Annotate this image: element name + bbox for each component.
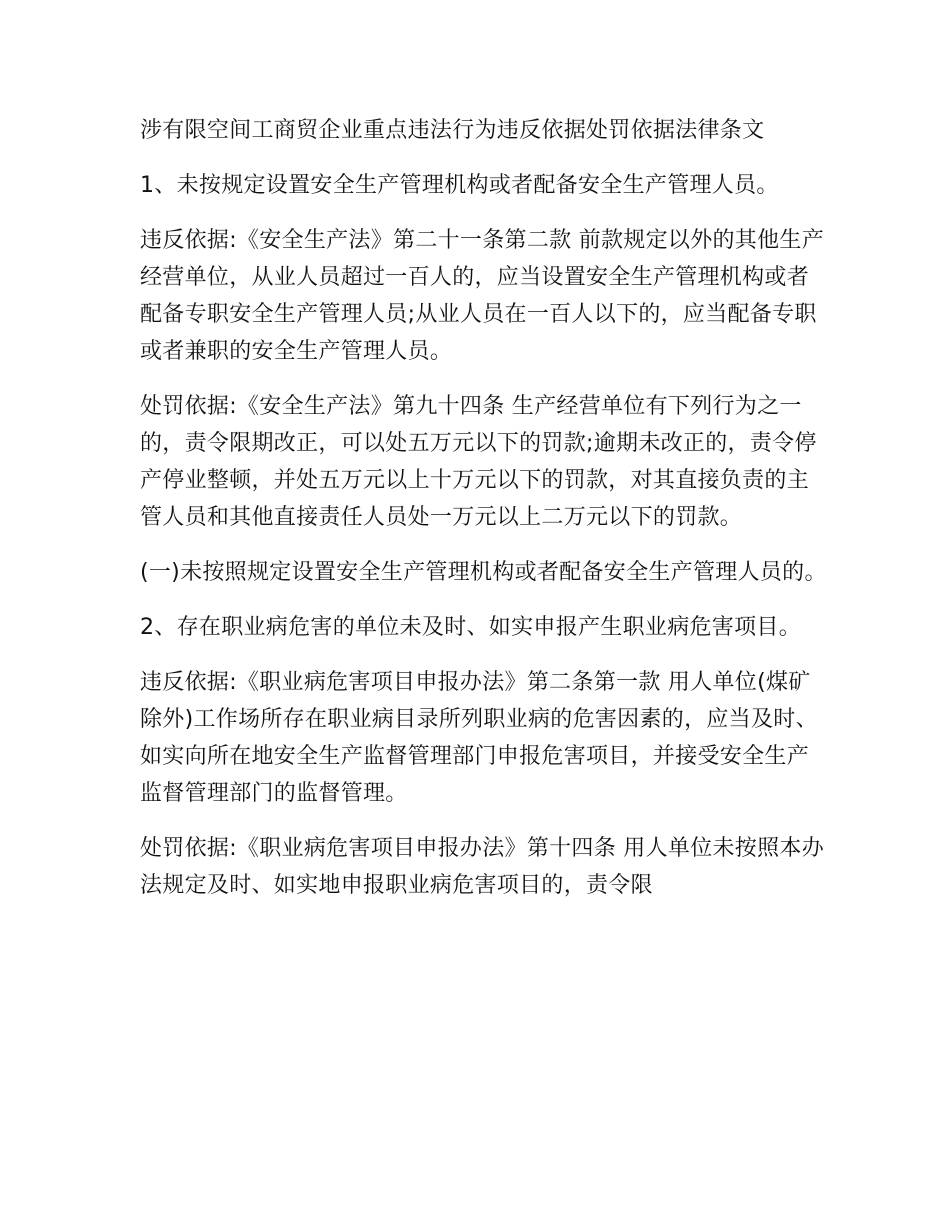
document-title: 涉有限空间工商贸企业重点违法行为违反依据处罚依据法律条文: [140, 118, 765, 143]
document-page: [140, 112, 830, 922]
paragraph-penalty-basis-1: 处罚依据:《安全生产法》第九十四条 生产经营单位有下列行为之一的，责令限期改正，可以处五万元以下的罚款;逾期未改正的，责令停产停业整顿，并处五万元以上十万元以下的罚款，对其直接负责的主管人员和其他直接责任人员处一万元以上二万元以下的罚款。: [140, 394, 817, 530]
paragraph-violation-basis-2: 违反依据:《职业病危害项目申报办法》第二条第一款 用人单位(煤矿除外)工作场所存在职业病目录所列职业病的危害因素的，应当及时、如实向所在地安全生产监督管理部门申报危害项目，并接受安全生产监督管理部门的监督管理。: [140, 670, 818, 806]
paragraph-item-1-heading: 1、未按规定设置安全生产管理机构或者配备安全生产管理人员。: [140, 173, 779, 198]
paragraph-item-2-heading: 2、存在职业病危害的单位未及时、如实申报产生职业病危害项目。: [140, 615, 801, 640]
paragraph-clause-1: (一)未按照规定设置安全生产管理机构或者配备安全生产管理人员的。: [140, 560, 827, 585]
paragraph-penalty-basis-2: 处罚依据:《职业病危害项目申报办法》第十四条 用人单位未按照本办法规定及时、如实地申报职业病危害项目的，责令限: [140, 836, 825, 898]
paragraph-violation-basis-1: 违反依据:《安全生产法》第二十一条第二款 前款规定以外的其他生产经营单位，从业人员超过一百人的，应当设置安全生产管理机构或者配备专职安全生产管理人员;从业人员在一百人以下的，应当配备专职或者兼职的安全生产管理人员。: [140, 228, 825, 364]
